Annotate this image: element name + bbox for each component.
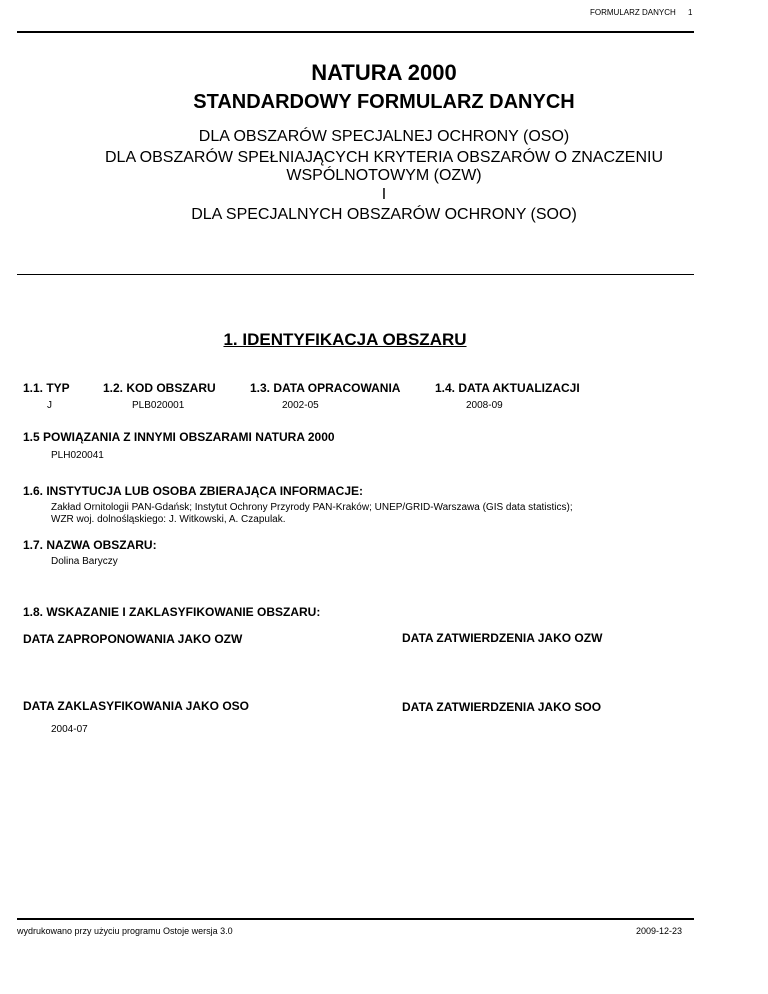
top-divider [17, 31, 694, 33]
title-main: NATURA 2000 [311, 60, 457, 85]
typ-value: J [47, 400, 52, 411]
wskazanie-label: 1.8. WSKAZANIE I ZAKLASYFIKOWANIE OBSZARU: [23, 605, 321, 619]
footer-divider [17, 918, 694, 920]
nazwa-value: Dolina Baryczy [51, 556, 118, 567]
section-divider [17, 274, 694, 275]
data-opracowania-value: 2002-05 [282, 400, 319, 411]
data-zatwierdzenia-soo-label: DATA ZATWIERDZENIA JAKO SOO [402, 700, 602, 714]
subtitle-line-1: DLA OBSZARÓW SPECJALNEJ OCHRONY (OSO) [198, 128, 570, 145]
powiazania-value: PLH020041 [51, 450, 104, 461]
data-aktualizacji-value: 2008-09 [466, 400, 503, 411]
powiazania-label: 1.5 POWIĄZANIA Z INNYMI OBSZARAMI NATURA 2000 [23, 430, 335, 444]
section-title [0, 330, 690, 350]
kod-label: 1.2. KOD OBSZARU [103, 381, 216, 395]
instytucja-label: 1.6. INSTYTUCJA LUB OSOBA ZBIERAJĄCA INFORMACJE: [23, 484, 364, 498]
page-number: 1 [688, 8, 693, 17]
subtitle-line-3: WSPÓLNOTOWYM (OZW) [286, 167, 482, 184]
section-title-text: 1. IDENTYFIKACJA OBSZARU [223, 330, 467, 349]
title-sub: STANDARDOWY FORMULARZ DANYCH [193, 91, 575, 113]
footer-date: 2009-12-23 [636, 926, 683, 936]
subtitle-line-5: DLA SPECJALNYCH OBSZARÓW OCHRONY (SOO) [191, 206, 577, 223]
subtitle-line-2: DLA OBSZARÓW SPEŁNIAJĄCYCH KRYTERIA OBSZARÓW O ZNACZENIU [104, 149, 664, 166]
data-zatwierdzenia-ozw-label: DATA ZATWIERDZENIA JAKO OZW [402, 631, 603, 645]
typ-label: 1.1. TYP [23, 381, 70, 395]
instytucja-line-2: WZR woj. dolnośląskiego: J. Witkowski, A. Czapulak. [51, 514, 286, 525]
kod-value: PLB020001 [132, 400, 185, 411]
data-opracowania-label: 1.3. DATA OPRACOWANIA [250, 381, 401, 395]
data-zaklasyfikowania-oso-value: 2004-07 [51, 724, 88, 735]
instytucja-line-1: Zakład Ornitologii PAN-Gdańsk; Instytut Ochrony Przyrody PAN-Kraków; UNEP/GRID-Warszawa (GIS data statistics); [51, 502, 573, 513]
data-aktualizacji-label: 1.4. DATA AKTUALIZACJI [435, 381, 580, 395]
subtitle-line-4: I [381, 186, 387, 203]
data-zaproponowania-ozw-label: DATA ZAPROPONOWANIA JAKO OZW [23, 632, 243, 646]
data-zaklasyfikowania-oso-label: DATA ZAKLASYFIKOWANIA JAKO OSO [23, 699, 249, 713]
footer-printed-with: wydrukowano przy użyciu programu Ostoje wersja 3.0 [17, 926, 233, 936]
header-form-label: FORMULARZ DANYCH [590, 8, 676, 17]
nazwa-label: 1.7. NAZWA OBSZARU: [23, 538, 157, 552]
